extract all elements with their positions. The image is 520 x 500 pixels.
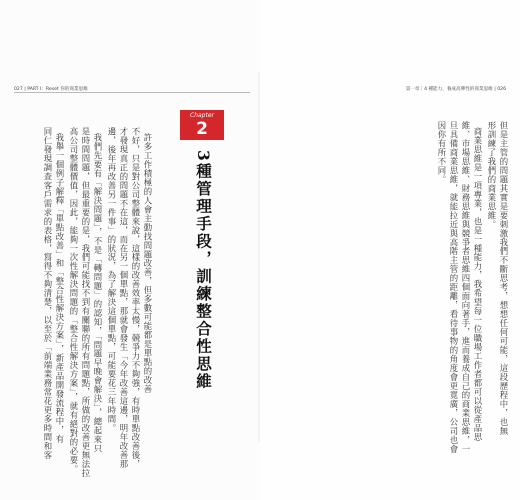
left-text-column: 我舉一個例子解釋「單點改善」和「整合性解決方案」，新產品開發流程中，有: [55, 133, 65, 444]
left-header-rule: [14, 92, 250, 93]
right-page: [260, 0, 520, 500]
chapter-title: 3種管理手段，訓練整合性思維: [194, 150, 213, 391]
left-text-column: 是時間問題，但最重要的是，我們可能找不到有關聯的所有問題點，所做的改善更無法拉: [81, 127, 91, 478]
left-text-column: 我們先要有「解決問題」，不是「轉問題」的認知，「問題早晚會解決」，總起來只: [93, 133, 103, 454]
right-text-column: 形訓練了我們的商業思維。: [487, 121, 497, 229]
right-text-column: 維、市場思維、財務思維與競爭者思維四個面向著手，進而養成自己的商業思維，一: [461, 121, 471, 454]
left-text-column: 邊，後年再改善另一件事」的狀況，為了解決這個單點，可能要花三年時間。: [107, 127, 117, 433]
left-page-header: 027 | PART I：Reset 你的商業思維: [14, 87, 88, 92]
right-text-column: 因你有所不同。: [437, 121, 447, 184]
right-page-header: 第一章｜4 種能力，養成高彈性的商業思維 | 026: [405, 87, 506, 92]
left-text-column: 不好，只是對公司整體來說，這樣的改善效率太慢，競爭力不夠強，有時單點改善後，: [131, 127, 141, 469]
left-text-column: 許多工作積極的人會主動找問題改善，但多數可能都是單點的改善: [143, 133, 153, 394]
left-text-column: 才發現真正的問題不在這，而在另一個單點，那就會發生「今年改善這邊，明年改善那: [119, 127, 129, 469]
right-text-column: 商業思維是一項專業，也是一種能力，我希望每一位職場工作者都可以從產品思: [473, 127, 483, 442]
left-text-column: 同仁發現調查客戶需求的表格，寫得不夠清楚，以至於「前端業務常花更多時間和客: [43, 127, 53, 460]
left-text-column: 高公司整體價值，因此，能夠一次性解決問題的「整合性解決方案」，就有絕對的必要。: [69, 127, 79, 474]
chapter-badge: [180, 110, 224, 140]
chapter-label: Chapter: [190, 112, 214, 119]
right-text-column: 但是主管的問題其實是要刺激我們不斷思考，想想任何可能，這段歷程中，也無: [499, 121, 509, 436]
chapter-number: 2: [196, 119, 208, 139]
right-text-column: 旦具備商業思維，就能拉近與高階主管的距離，看待事物的角度會更寬廣，公司也會: [449, 121, 459, 454]
